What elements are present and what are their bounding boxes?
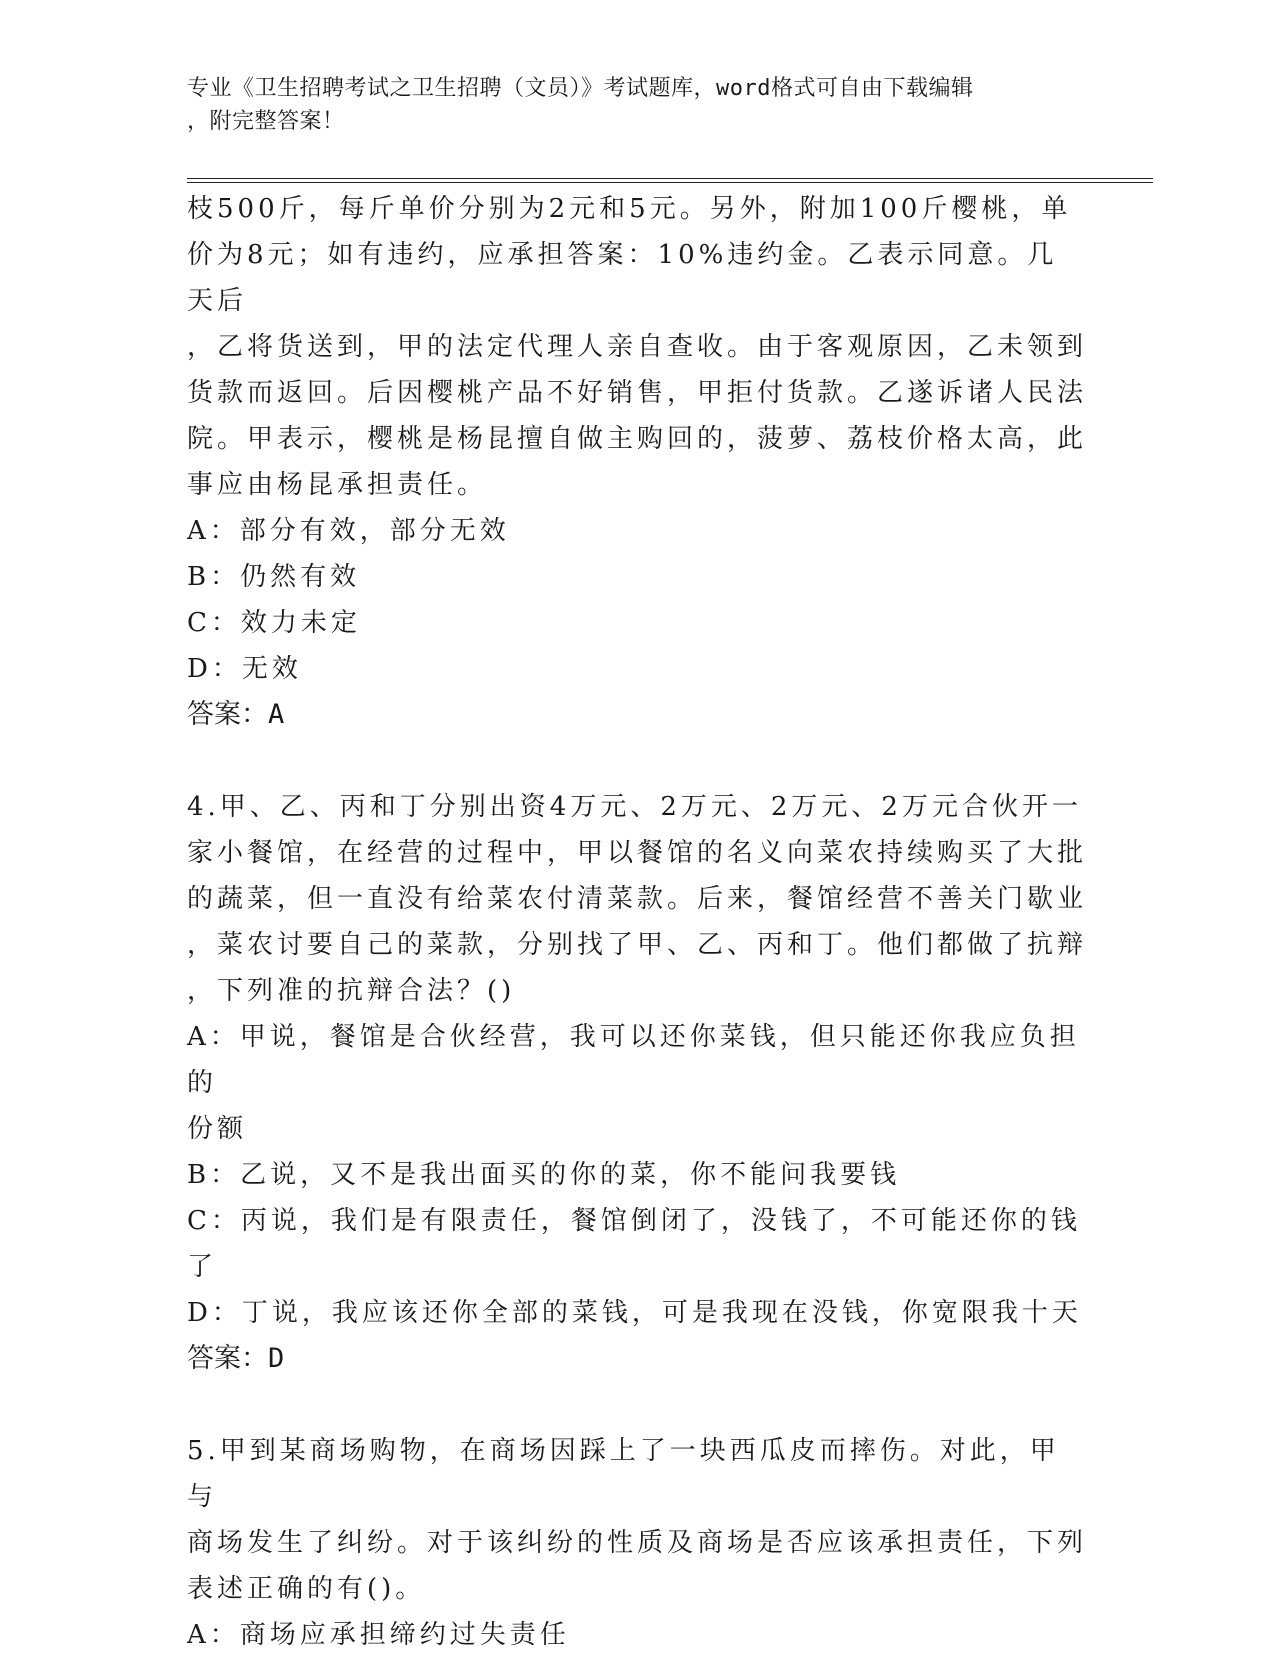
option-a: A：甲说，餐馆是合伙经营，我可以还你菜钱，但只能还你我应负担的 (187, 1022, 1080, 1098)
question-text-line: ，菜农讨要自己的菜款，分别找了甲、乙、丙和丁。他们都做了抗辩 (187, 930, 1088, 960)
header-divider-top (187, 178, 1153, 179)
option-d: D：无效 (187, 654, 302, 684)
question-text-line: 商场发生了纠纷。对于该纠纷的性质及商场是否应该承担责任，下列 (187, 1528, 1088, 1558)
question-text-line: 事应由杨昆承担责任。 (187, 470, 488, 500)
option-a-continued: 份额 (187, 1114, 248, 1144)
option-b: B：乙说，又不是我出面买的你的菜，你不能问我要钱 (187, 1160, 901, 1190)
question-text-line: 的蔬菜，但一直没有给菜农付清菜款。后来，餐馆经营不善关门歇业 (187, 884, 1088, 914)
question-5 (187, 1428, 1087, 1658)
question-text-line: 货款而返回。后因樱桃产品不好销售，甲拒付货款。乙遂诉诸人民法 (187, 378, 1088, 408)
question-text-line: 家小餐馆，在经营的过程中，甲以餐馆的名义向菜农持续购买了大批 (187, 838, 1088, 868)
page-header (187, 72, 1087, 138)
option-c: C：效力未定 (187, 608, 361, 638)
header-divider-bottom (187, 182, 1153, 183)
spacer (187, 738, 1087, 784)
option-a: A：部分有效，部分无效 (187, 516, 510, 546)
question-text-line: ，下列准的抗辩合法？() (187, 976, 516, 1006)
option-d: D：丁说，我应该还你全部的菜钱，可是我现在没钱，你宽限我十天 (187, 1298, 1082, 1328)
question-text-line: 价为8元；如有违约，应承担答案：10%违约金。乙表示同意。几天后 (187, 240, 1058, 316)
header-line-1: 专业《卫生招聘考试之卫生招聘（文员）》考试题库，word格式可自由下载编辑 (187, 76, 974, 101)
spacer (187, 1382, 1087, 1428)
question-text-line: ，乙将货送到，甲的法定代理人亲自查收。由于客观原因，乙未领到 (187, 332, 1088, 362)
document-body (187, 186, 1087, 1658)
question-text-line: 枝500斤，每斤单价分别为2元和5元。另外，附加100斤樱桃，单 (187, 194, 1072, 224)
answer-line: 答案：A (187, 699, 285, 730)
answer-line: 答案：D (187, 1343, 285, 1374)
question-text-line: 4.甲、乙、丙和丁分别出资4万元、2万元、2万元、2万元合伙开一 (187, 792, 1082, 822)
question-text-line: 表述正确的有()。 (187, 1574, 426, 1604)
question-text-line: 5.甲到某商场购物，在商场因踩上了一块西瓜皮而摔伤。对此，甲与 (187, 1436, 1060, 1512)
option-b: B：仍然有效 (187, 562, 361, 592)
question-text-line: 院。甲表示，樱桃是杨昆擅自做主购回的，菠萝、荔枝价格太高，此 (187, 424, 1088, 454)
header-line-2: ，附完整答案！ (187, 109, 345, 134)
question-3 (187, 186, 1087, 738)
question-4 (187, 784, 1087, 1382)
option-a: A：商场应承担缔约过失责任 (187, 1620, 570, 1650)
option-c: C：丙说，我们是有限责任，餐馆倒闭了，没钱了，不可能还你的钱了 (187, 1206, 1081, 1282)
